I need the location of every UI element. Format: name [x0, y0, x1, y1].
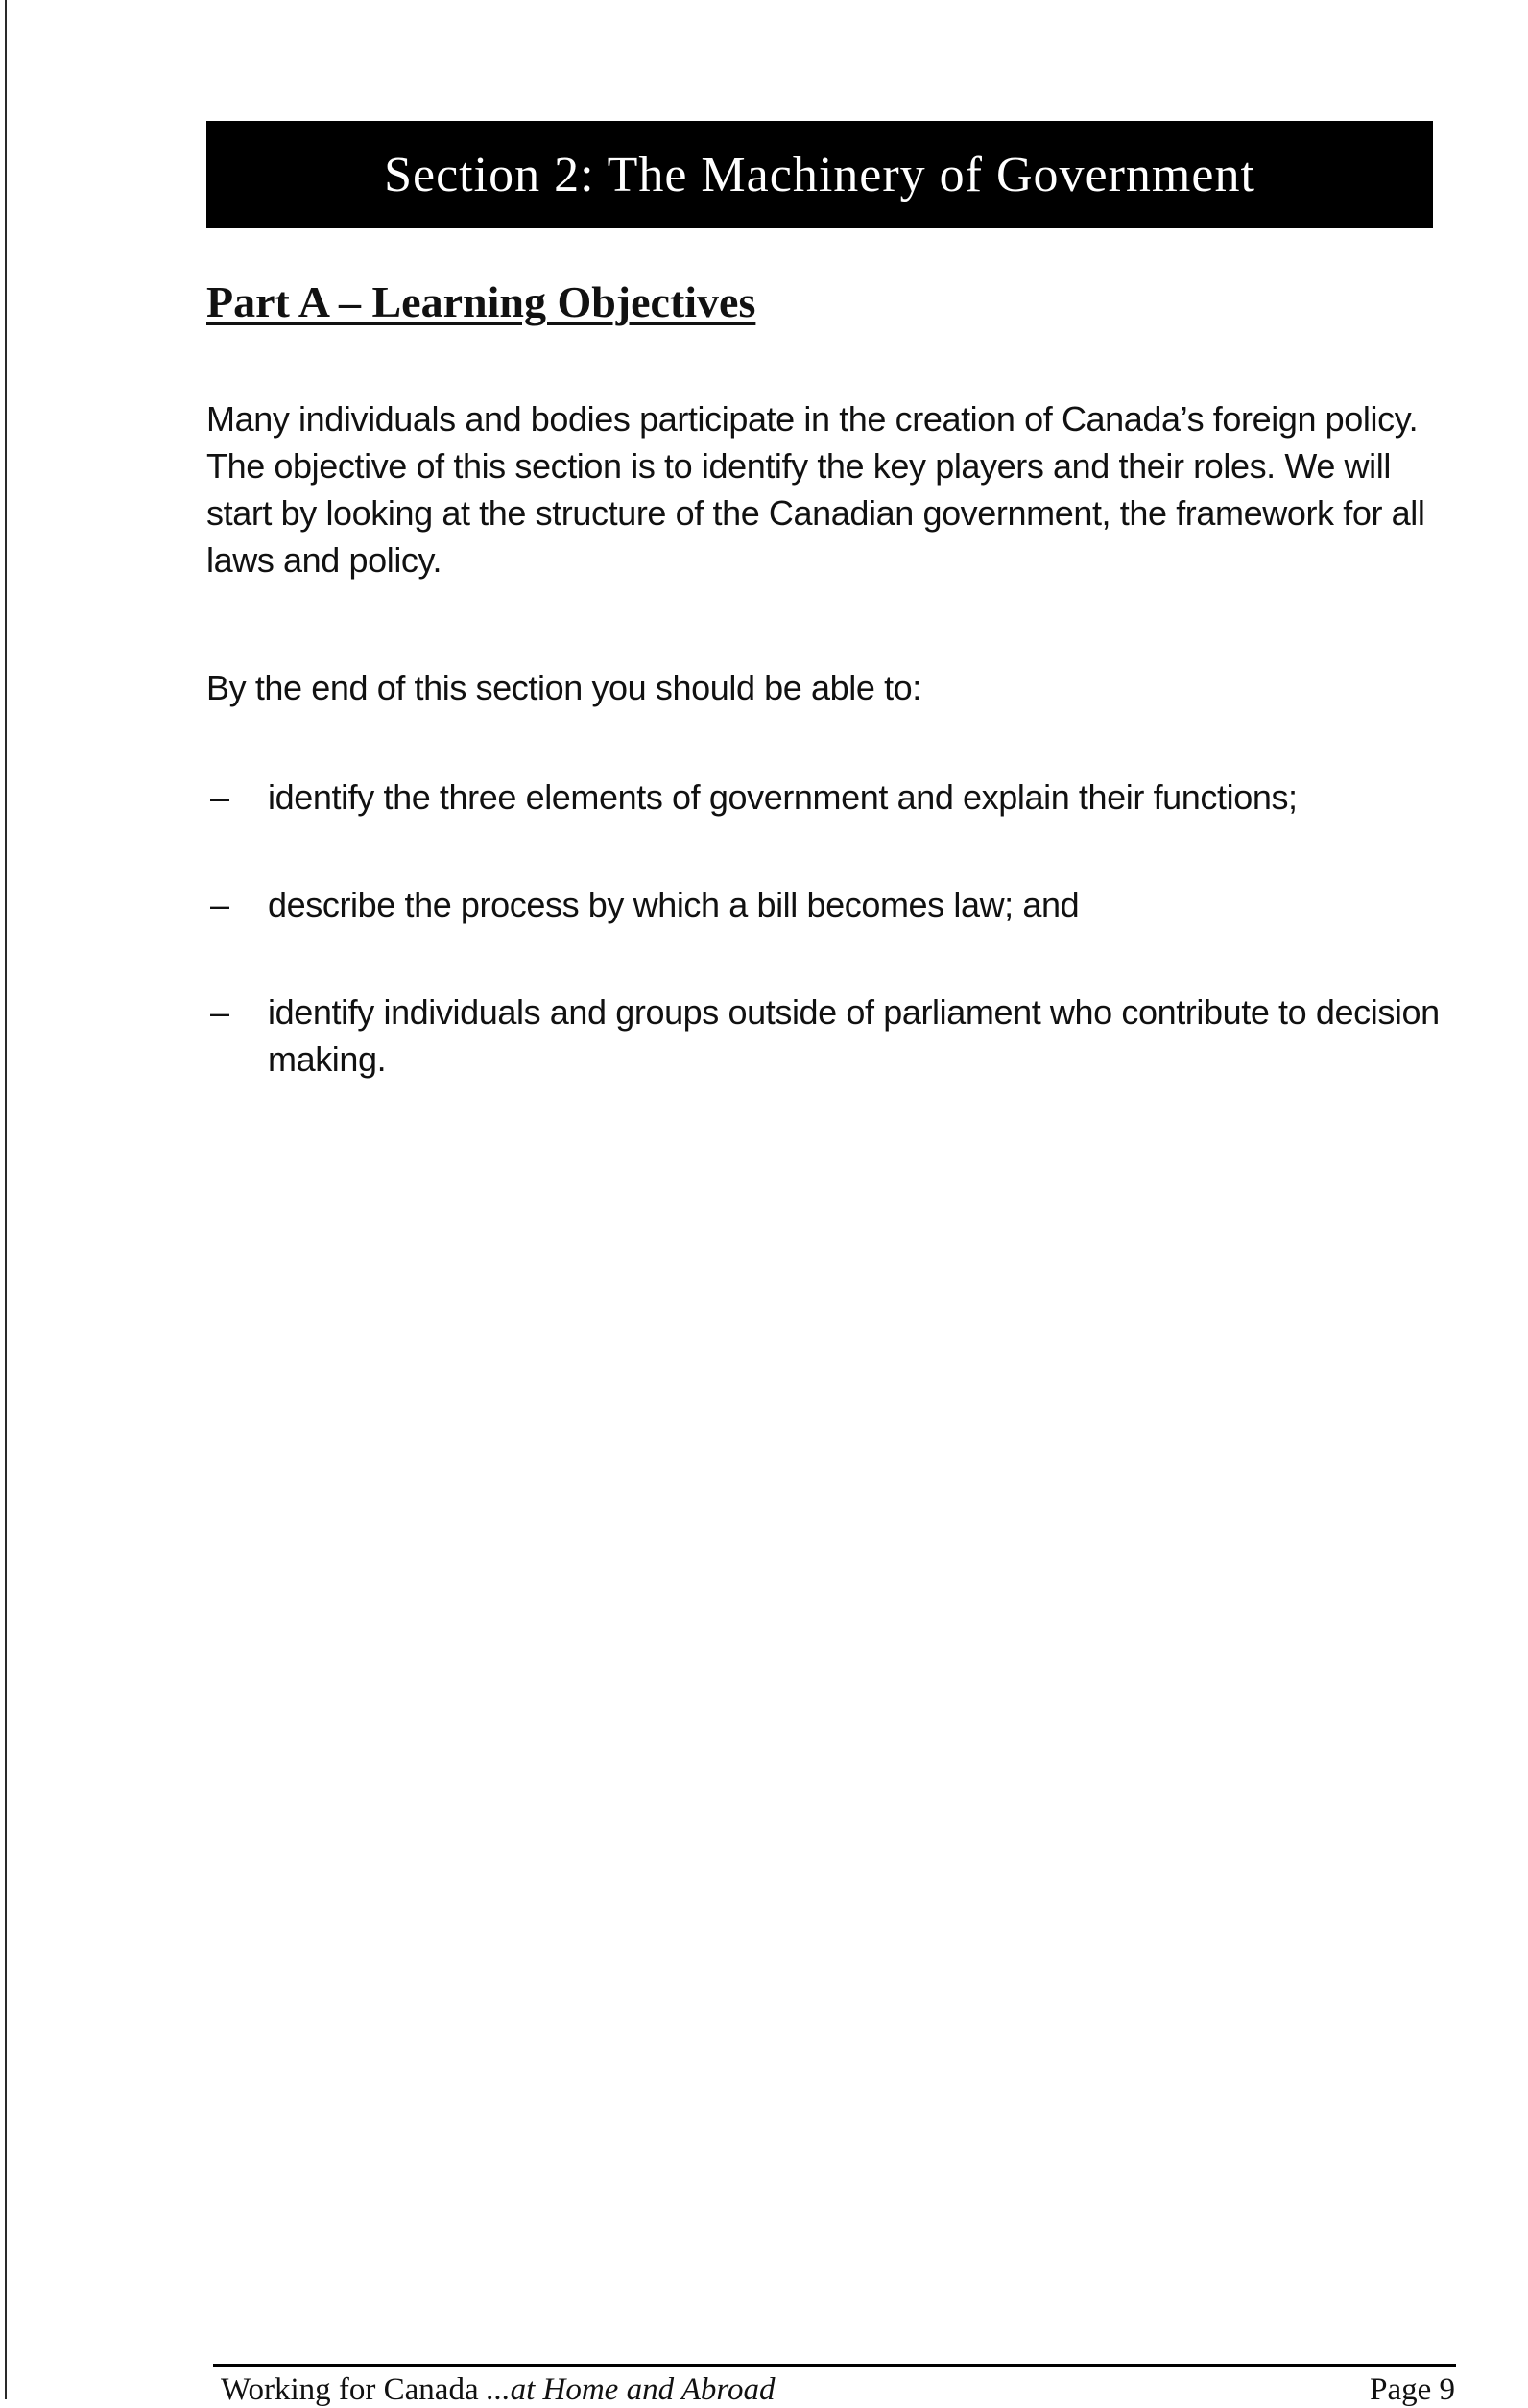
dash-bullet: –	[210, 777, 229, 817]
part-heading: Part A – Learning Objectives	[206, 277, 756, 326]
scan-edge	[0, 0, 21, 2399]
page-number: Page 9	[1370, 2372, 1455, 2407]
objective-item	[206, 774, 1444, 821]
dash-bullet: –	[210, 885, 229, 924]
footer-publication-subtitle: ...at Home and Abroad	[486, 2372, 776, 2407]
objective-text: describe the process by which a bill becomes law; and	[268, 885, 1080, 924]
scan-edge-line	[5, 0, 7, 2399]
objectives-lead-in: By the end of this section you should be able to:	[206, 668, 921, 707]
footer-publication-title: Working for Canada	[221, 2372, 479, 2407]
intro-paragraph: Many individuals and bodies participate in the creation of Canada’s foreign policy. The objective of this section is to identify the key players and their roles. We will start by looking at the structure of the Canadian government, the framework for all laws and policy.	[206, 399, 1425, 580]
section-title: Section 2: The Machinery of Government	[384, 147, 1255, 203]
dash-bullet: –	[210, 992, 229, 1032]
footer-publication	[221, 2372, 776, 2408]
objective-item	[206, 881, 1444, 928]
section-title-banner	[206, 121, 1433, 228]
objective-text: identify the three elements of government and explain their functions;	[268, 777, 1298, 817]
footer-rule	[213, 2364, 1456, 2367]
objectives-list	[206, 774, 1444, 1143]
objective-item	[206, 989, 1444, 1083]
objective-text: identify individuals and groups outside of parliament who contribute to decision making.	[268, 992, 1440, 1079]
